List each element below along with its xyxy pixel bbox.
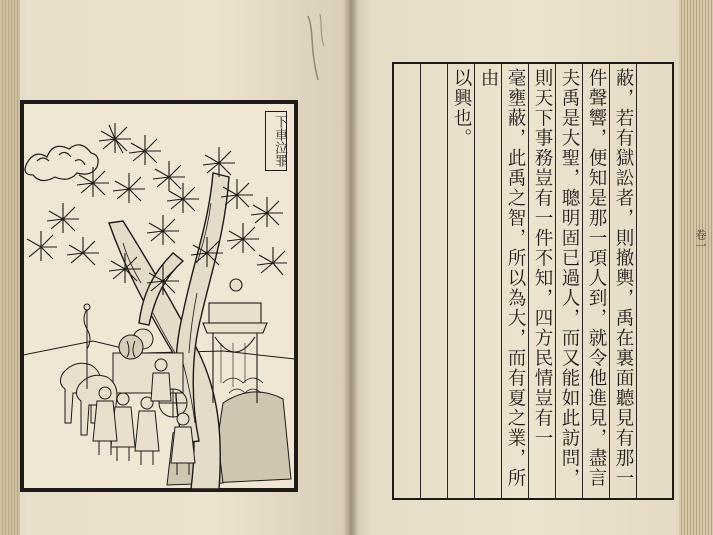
column-rule — [420, 64, 421, 498]
text-column: 蔽，若有獄訟者，則撤輿，禹在裏面聽見有那一 — [613, 68, 634, 488]
text-column: 毫壅蔽，此禹之智，所以為大，而有夏之業，所由 — [478, 68, 526, 488]
pine-tree-carriage-scene — [23, 103, 295, 489]
folio-label: 卷一 — [694, 229, 707, 251]
folio-margin — [680, 60, 708, 420]
woodblock-illustration — [20, 100, 298, 492]
left-page-edges — [0, 0, 20, 535]
text-column: 件聲響，便知是那一項人到，就令他進見，盡言 — [586, 68, 607, 488]
text-column: 以興也。 — [451, 68, 472, 148]
text-column: 夫禹是大聖，聰明固已過人，而又能如此訪問， — [559, 68, 580, 488]
illustration-title: 下車泣罪 — [265, 111, 287, 171]
ink-stroke-mark — [300, 10, 330, 90]
text-column: 則天下事務豈有一件不知，四方民情豈有一 — [532, 68, 553, 448]
vertical-body-text — [448, 68, 637, 493]
book-spine — [343, 0, 359, 535]
